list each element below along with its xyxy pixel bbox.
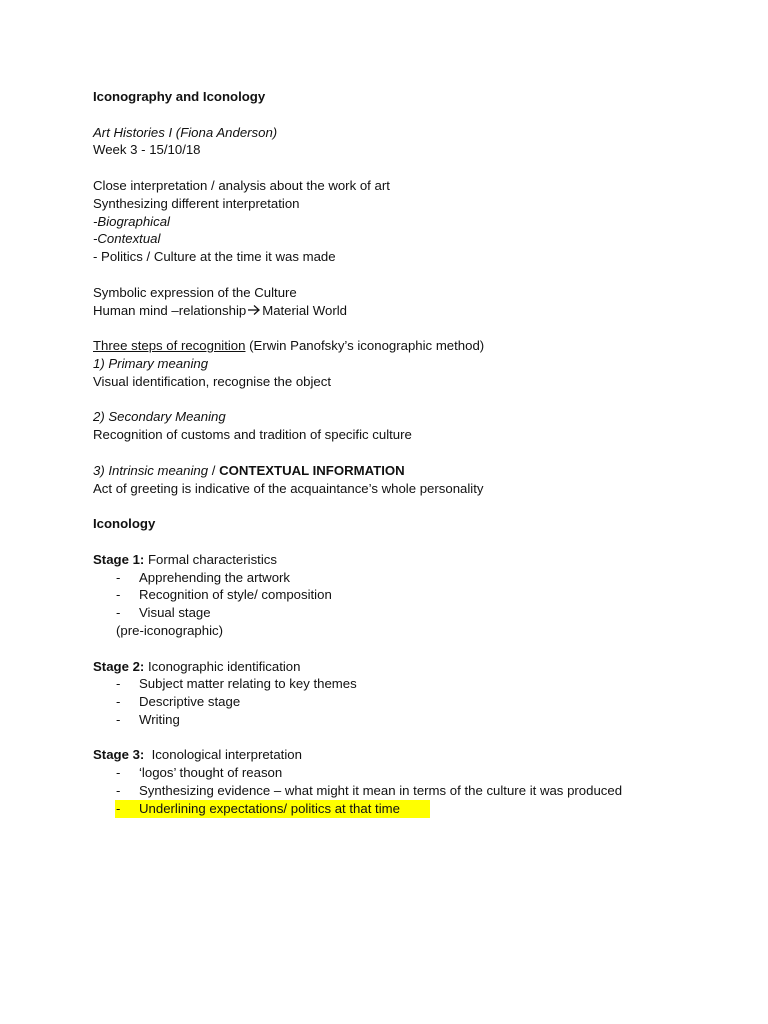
intro-line-4: -Contextual — [93, 231, 161, 247]
list-item-text: ‘logos’ thought of reason — [139, 765, 283, 781]
list-item-text: Visual stage — [139, 605, 211, 621]
intrinsic-title: 3) Intrinsic meaning — [93, 462, 209, 478]
steps-heading-underlined: Three steps of recognition — [93, 338, 246, 354]
highlighted-text: Underlining expectations/ politics at that time — [139, 800, 400, 816]
intro-line-2: Synthesizing different interpretation — [93, 195, 300, 211]
dash-bullet: - — [116, 694, 121, 710]
intrinsic-text: Act of greeting is indicative of the acquaintance’s whole personality — [93, 480, 484, 496]
dash-bullet: - — [116, 711, 121, 727]
spacer — [93, 533, 733, 551]
spacer — [93, 640, 733, 658]
intro-line-3: -Biographical — [93, 213, 170, 229]
intro-line-1: Close interpretation / analysis about the work of art — [93, 177, 390, 193]
highlighted-list-item — [93, 800, 733, 818]
list-item-text: Recognition of style/ composition — [139, 587, 332, 603]
iconology-heading: Iconology — [93, 516, 156, 532]
dash-bullet: - — [116, 569, 121, 585]
intrinsic-sep: / — [208, 462, 220, 478]
stage1-note: (pre-iconographic) — [116, 622, 224, 638]
spacer — [93, 159, 733, 177]
stage2-title: Iconographic identification — [144, 658, 301, 674]
course-line: Art Histories I (Fiona Anderson) — [93, 124, 278, 140]
spacer — [93, 444, 733, 462]
stage1-title: Formal characteristics — [144, 551, 277, 567]
list-item — [93, 693, 733, 711]
dash-bullet: - — [116, 765, 121, 781]
steps-heading — [93, 337, 733, 355]
week-line: Week 3 - 15/10/18 — [93, 142, 201, 158]
spacer — [93, 266, 733, 284]
secondary-text: Recognition of customs and tradition of specific culture — [93, 427, 412, 443]
list-item — [93, 586, 733, 604]
intro-line-5: - Politics / Culture at the time it was made — [93, 249, 336, 265]
list-item — [93, 675, 733, 693]
list-item — [93, 569, 733, 587]
spacer — [93, 497, 733, 515]
list-item — [93, 764, 733, 782]
intrinsic-bold: CONTEXTUAL INFORMATION — [219, 462, 405, 478]
spacer — [93, 391, 733, 409]
list-item-text: Apprehending the artwork — [139, 569, 291, 585]
secondary-title: 2) Secondary Meaning — [93, 409, 226, 425]
right-arrow-icon — [247, 304, 261, 316]
dash-bullet: - — [116, 783, 121, 799]
stage3-title: Iconological interpretation — [144, 747, 302, 763]
dash-bullet: - — [116, 800, 121, 816]
list-item — [93, 711, 733, 729]
document-page — [93, 88, 733, 818]
symbolic-line-2 — [93, 302, 733, 320]
list-item-text: Writing — [139, 711, 180, 727]
spacer — [93, 729, 733, 747]
stage3-heading — [93, 746, 733, 764]
list-item-text: Descriptive stage — [139, 694, 241, 710]
spacer — [93, 106, 733, 124]
dash-bullet: - — [116, 605, 121, 621]
symbolic-line-1: Symbolic expression of the Culture — [93, 284, 297, 300]
steps-heading-rest: (Erwin Panofsky’s iconographic method) — [245, 338, 485, 354]
stage3-label: Stage 3: — [93, 747, 145, 763]
stage1-label: Stage 1: — [93, 551, 145, 567]
doc-title: Iconography and Iconology — [93, 89, 266, 104]
symbolic-text-a: Human mind –relationship — [93, 302, 247, 318]
spacer — [93, 319, 733, 337]
symbolic-text-b: Material World — [262, 302, 347, 318]
list-item — [93, 782, 733, 800]
list-item — [93, 604, 733, 622]
primary-text: Visual identification, recognise the object — [93, 373, 332, 389]
list-item-text: Synthesizing evidence – what might it mean in terms of the culture it was produced — [139, 783, 623, 799]
list-item-text: Subject matter relating to key themes — [139, 676, 357, 692]
primary-title: 1) Primary meaning — [93, 355, 209, 371]
stage1-heading — [93, 551, 733, 569]
stage2-heading — [93, 658, 733, 676]
stage2-label: Stage 2: — [93, 658, 145, 674]
intrinsic-title-line — [93, 462, 733, 480]
dash-bullet: - — [116, 587, 121, 603]
dash-bullet: - — [116, 676, 121, 692]
